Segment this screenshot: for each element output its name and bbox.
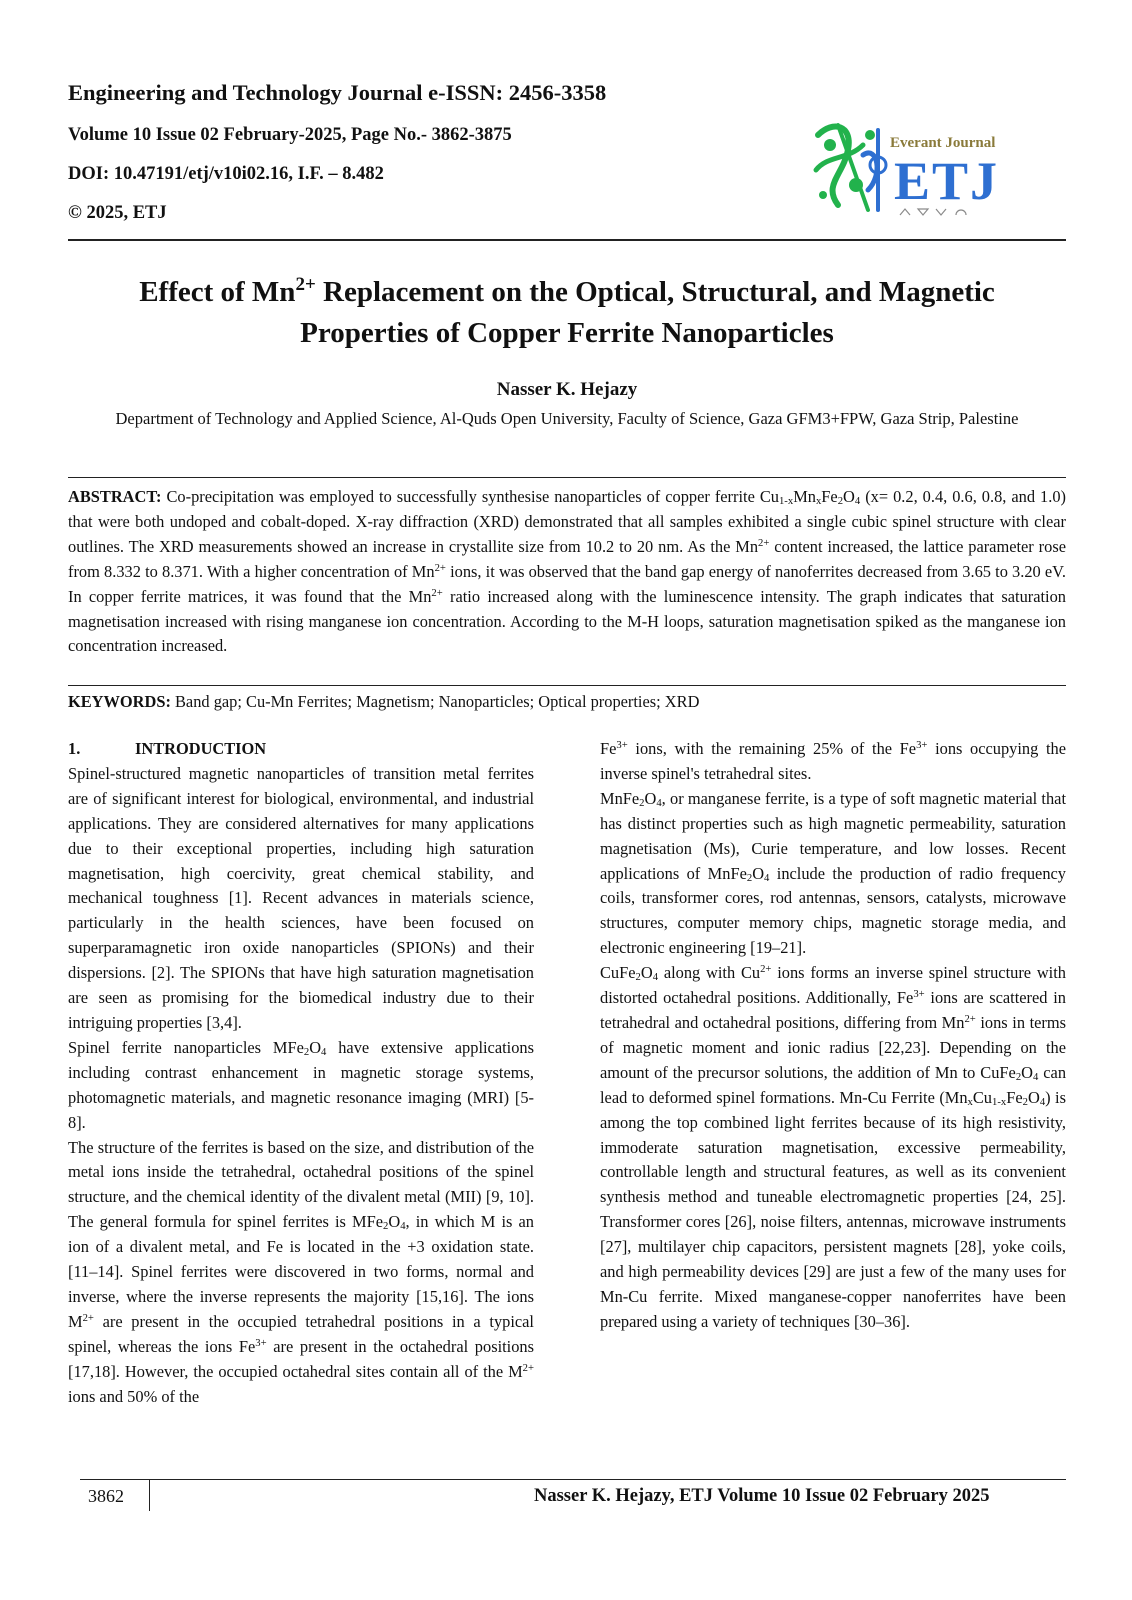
journal-name: Engineering and Technology Journal e-ISSN: 2456-3358 (68, 80, 607, 105)
abstract-label: ABSTRACT: (68, 487, 162, 506)
abstract-top-rule (68, 477, 1066, 478)
page-number: 3862 (88, 1486, 124, 1506)
abstract: ABSTRACT: Co-precipitation was employed to successfully synthesise nanoparticles of copper ferrite $Cu_{1-x}Mn_xFe_2O_4$ (x= 0.2, 0.4, 0.6, 0.8, and 1.0) that were both undoped and cobalt-doped. X-ray diffraction (XRD) demonstrated that all samples exhibited a single cubic spinel structure with clear outlines. The XRD measurements showed an increase in crystallite size from 10.2 to 20 nm. As the $Mn^{2+}$ content increased, the lattice parameter rose from 8.332 to 8.371. With a higher concentration of $Mn^{2+}$ ions, it was observed that the band gap energy of nanoferrites decreased from 3.65 to 3.20 eV. In copper ferrite matrices, it was found that the $Mn^{2+}$ ratio increased along with the luminescence intensity. The graph indicates that saturation magnetisation increased with rising manganese ion concentration. According to the M-H loops, saturation magnetisation spiked as the manganese ion concentration increased. (68, 487, 1067, 656)
footer-separator (149, 1479, 150, 1511)
volume-info: Volume 10 Issue 02 February-2025, Page No.- 3862-3875 (68, 125, 512, 145)
intro-paragraph-3: The structure of the ferrites is based on the size, and distribution of the metal ions inside the tetrahedral, octahedral positions of the spinel structure, and the chemical identity of the divalent metal (MII) [9, 10]. The general formula for spinel ferrites is $MFe_2O_4$, in which M is an ion of a divalent metal, and Fe is located in the +3 oxidation state. [11–14]. Spinel ferrites were discovered in two forms, normal and inverse, where the inverse represents the majority [15,16]. The ions $M^{2+}$ are present in the occupied tetrahedral positions in a typical spinel, whereas the ions $Fe^{3+}$ are present in the octahedral positions [17,18]. However, the occupied octahedral sites contain all of the $M^{2+}$ ions and 50% of the (68, 1137, 534, 1406)
doi-info: DOI: 10.47191/etj/v10i02.16, I.F. – 8.482 (68, 164, 384, 184)
keywords: KEYWORDS: Band gap; Cu-Mn Ferrites; Magnetism; Nanoparticles; Optical properties; XRD (68, 692, 700, 711)
paper-title: Effect of $Mn^{2+}$ Replacement on the Optical, Structural, and Magnetic Properties of Copper Ferrite Nanoparticles (139, 274, 995, 349)
intro-paragraph-5: $CuFe_2O_4$ along with $Cu^{2+}$ ions forms an inverse spinel structure with distorted octahedral positions. Additionally, $Fe^{3+}$ ions are scattered in tetrahedral and octahedral positions, differing from $Mn^{2+}$ ions in terms of magnetic moment and ionic radius [22,23]. Depending on the amount of the precursor solutions, the addition of Mn to $CuFe_2O_4$ can lead to deformed spinel formations. Mn-Cu Ferrite $(Mn_xCu_{1-x}Fe_2O_4)$ is among the top combined light ferrites because of its high resistivity, immoderate saturation magnetisation, excessive permeability, controllable length and structural features, as well as its convenient synthesis method and tuneable electromagnetic properties [24, 25]. Transformer cores [26], noise filters, antennas, microwave instruments [27], multilayer chip capacitors, persistent magnets [28], yoke coils, and high permeability devices [29] are just a few of the many uses for Mn-Cu ferrite. Mixed manganese-copper nanoferrites have been prepared using a variety of techniques [30–36]. (600, 963, 1067, 1331)
left-column (68, 737, 534, 1409)
copyright: © 2025, ETJ (68, 203, 167, 223)
header-divider (68, 239, 1066, 241)
intro-paragraph-1: Spinel-structured magnetic nanoparticles of transition metal ferrites are of significant interest for biological, environmental, and industrial applications. They are considered alternatives for many applications due to their exceptional properties, including high saturation magnetisation, high coercivity, great chemical stability, and mechanical toughness [1]. Recent advances in materials science, particularly in the health sciences, have been focused on superparamagnetic iron oxide nanoparticles (SPIONs) and their dispersions. [2]. The SPIONs that have high saturation magnetisation are seen as promising for the biomedical industry due to their intriguing properties [3,4]. (68, 763, 534, 1032)
etj-logo (808, 115, 1024, 225)
section-heading-introduction: 1. INTRODUCTION (68, 739, 267, 758)
keywords-label: KEYWORDS: (68, 692, 171, 711)
intro-paragraph-3-continued: $Fe^{3+}$ ions, with the remaining 25% of the $Fe^{3+}$ ions occupying the inverse spinel's tetrahedral sites. (600, 739, 1066, 783)
intro-paragraph-2: Spinel ferrite nanoparticles $MFe_2O_4$ have extensive applications including contrast enhancement in magnetic storage systems, photomagnetic materials, and magnetic resonance imaging (MRI) [5-8]. (68, 1037, 534, 1132)
footer-rule (80, 1479, 1066, 1480)
author-affiliation: Department of Technology and Applied Science, Al-Quds Open University, Faculty of Science, Gaza GFM3+FPW, Gaza Strip, Palestine (115, 409, 1019, 428)
logo-text: ETJ (894, 151, 1000, 211)
logo-subtext: Everant Journal (890, 135, 996, 151)
intro-paragraph-4: $MnFe_2O_4$, or manganese ferrite, is a type of soft magnetic material that has distinct properties such as high magnetic permeability, saturation magnetisation (Ms), Curie temperature, and low losses. Recent applications of $MnFe_2O_4$ include the production of radio frequency coils, transformer cores, rod antennas, sensors, catalysts, microwave structures, computer memory chips, magnetic storage media, and electronic engineering [19–21]. (600, 788, 1066, 958)
abstract-bottom-rule (68, 685, 1066, 686)
right-column (600, 737, 1066, 1335)
running-footer: Nasser K. Hejazy, ETJ Volume 10 Issue 02 February 2025 (534, 1486, 990, 1506)
author-name: Nasser K. Hejazy (496, 379, 638, 400)
